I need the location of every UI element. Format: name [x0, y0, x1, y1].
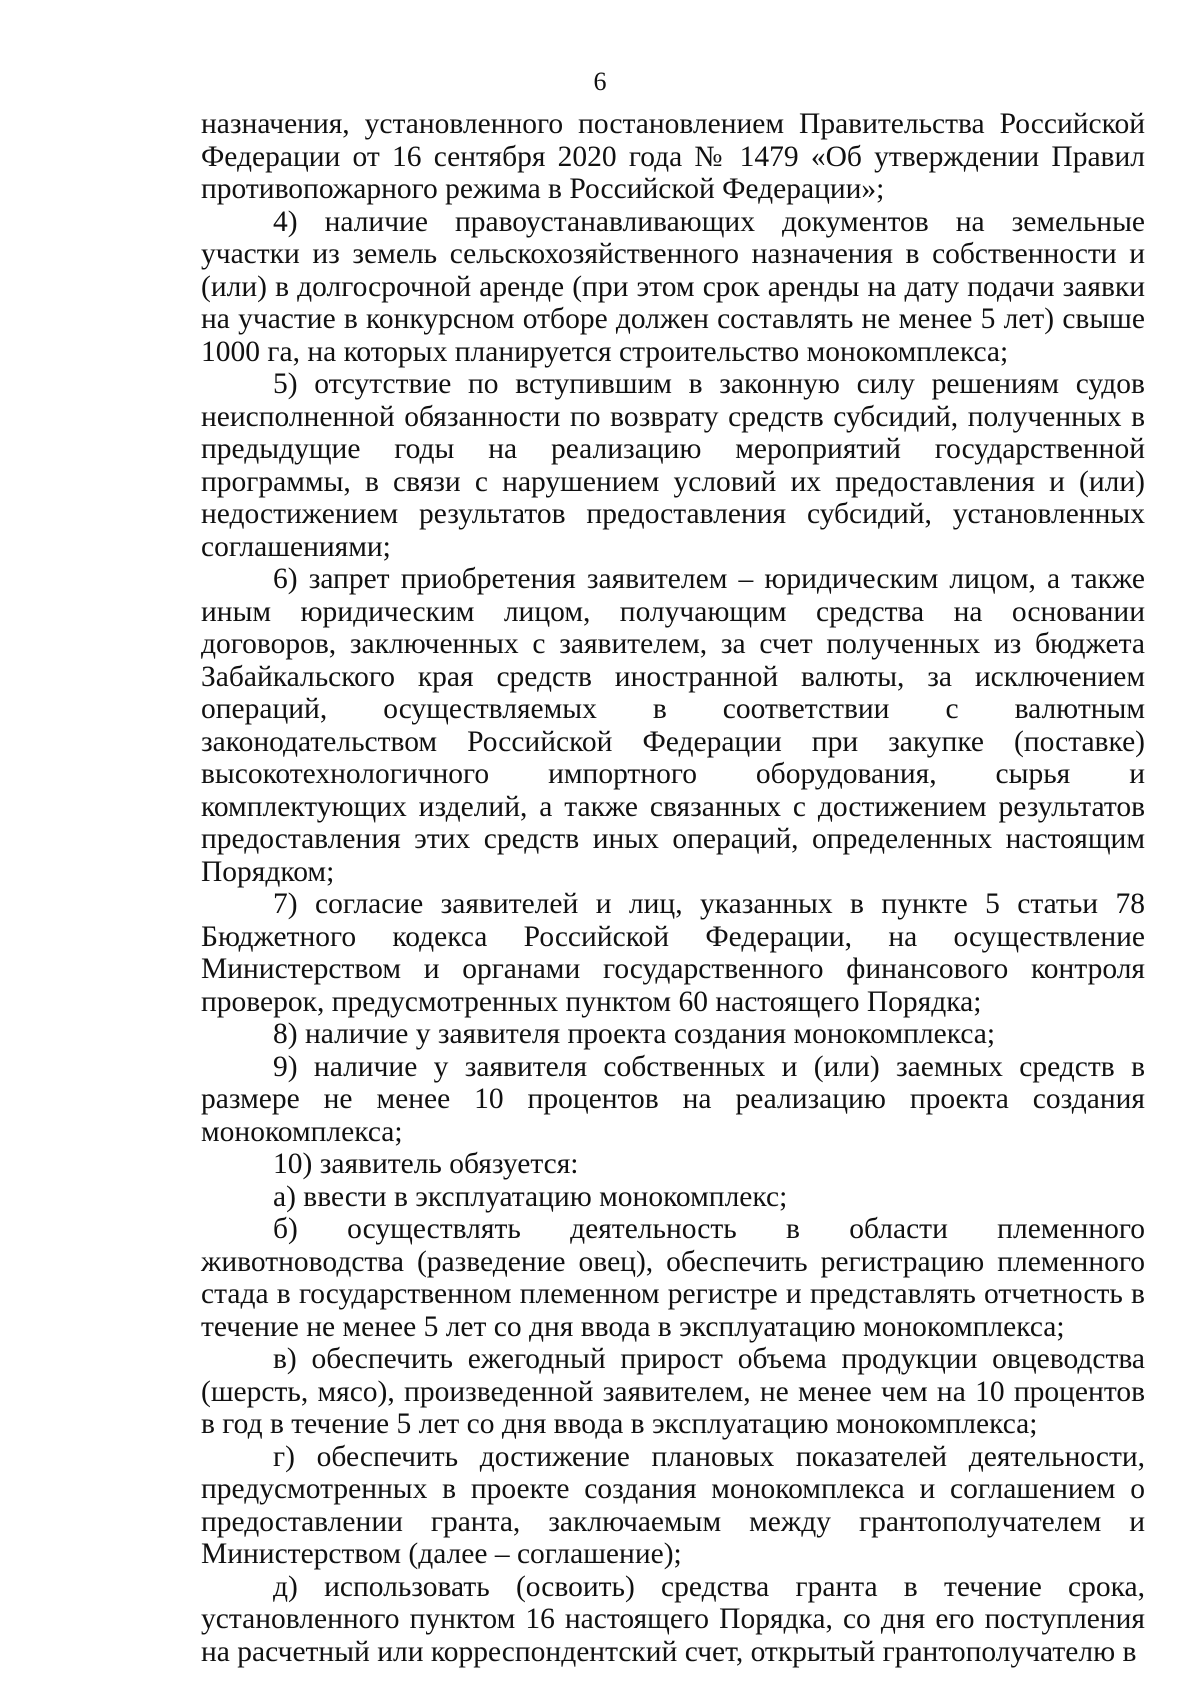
document-body [201, 108, 1145, 1668]
paragraph-item-5: 5) отсутствие по вступившим в законную силу решениям судов неисполненной обязанности по возврату средств субсидий, полученных в предыдущие годы на реализацию мероприятий государственной программы, в связи с нарушением условий их предоставления и (или) недостижением результатов предоставления субсидий, установленных соглашениями; [201, 368, 1145, 563]
paragraph-subitem-d: д) использовать (освоить) средства гранта в течение срока, установленного пунктом 16 настоящего Порядка, со дня его поступления на расчетный или корреспондентский счет, открытый грантополучателю в [201, 1570, 1145, 1668]
paragraph-subitem-g: г) обеспечить достижение плановых показателей деятельности, предусмотренных в проекте создания монокомплекса и соглашением о предоставлении гранта, заключаемым между грантополучателем и Министерством (далее – соглашение); [201, 1440, 1145, 1570]
paragraph-item-6: 6) запрет приобретения заявителем – юридическим лицом, а также иным юридическим лицом, получающим средства на основании договоров, заключенных с заявителем, за счет полученных из бюджета Забайкальского края средств иностранной валюты, за исключением операций, осуществляемых в соответствии с валютным законодательством Российской Федерации при закупке (поставке) высокотехнологичного импортного оборудования, сырья и комплектующих изделий, а также связанных с достижением результатов предоставления этих средств иных операций, определенных настоящим Порядком; [201, 563, 1145, 888]
paragraph-item-8: 8) наличие у заявителя проекта создания монокомплекса; [273, 1018, 996, 1050]
paragraph-subitem-v: в) обеспечить ежегодный прирост объема продукции овцеводства (шерсть, мясо), произведенной заявителем, не менее чем на 10 процентов в год в течение 5 лет со дня ввода в эксплуатацию монокомплекса; [201, 1343, 1145, 1440]
paragraph-subitem-b: б) осуществлять деятельность в области племенного животноводства (разведение овец), обеспечить регистрацию племенного стада в государственном племенном регистре и представлять отчетность в течение не менее 5 лет со дня ввода в эксплуатацию монокомплекса; [201, 1213, 1145, 1343]
paragraph-item-9: 9) наличие у заявителя собственных и (или) заемных средств в размере не менее 10 процентов на реализацию проекта создания монокомплекса; [201, 1050, 1145, 1148]
paragraph-continuation: назначения, установленного постановлением Правительства Российской Федерации от 16 сентября 2020 года № 1479 «Об утверждении Правил противопожарного режима в Российской Федерации»; [201, 108, 1145, 205]
page-number: 6 [593, 67, 607, 96]
paragraph-item-7: 7) согласие заявителей и лиц, указанных в пункте 5 статьи 78 Бюджетного кодекса Российской Федерации, на осуществление Министерством и органами государственного финансового контроля проверок, предусмотренных пунктом 60 настоящего Порядка; [201, 888, 1145, 1018]
paragraph-item-10: 10) заявитель обязуется: [273, 1148, 579, 1180]
paragraph-subitem-a: а) ввести в эксплуатацию монокомплекс; [273, 1180, 788, 1213]
paragraph-item-4: 4) наличие правоустанавливающих документов на земельные участки из земель сельскохозяйственного назначения в собственности и (или) в долгосрочной аренде (при этом срок аренды на дату подачи заявки на участие в конкурсном отборе должен составлять не менее 5 лет) свыше 1000 га, на которых планируется строительство монокомплекса; [201, 205, 1145, 368]
